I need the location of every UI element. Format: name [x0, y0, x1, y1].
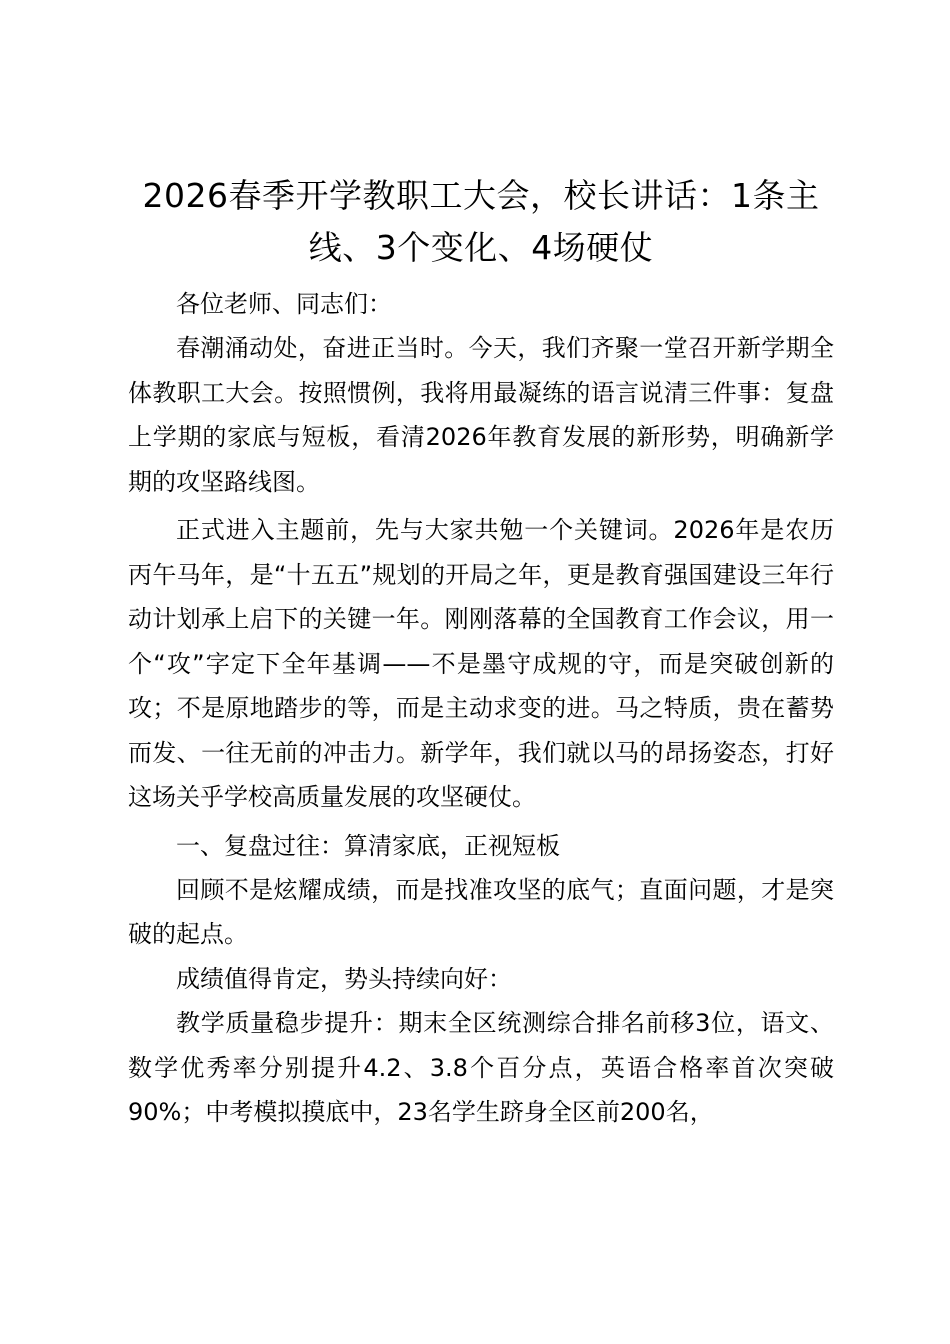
paragraph-teaching-quality: 教学质量稳步提升：期末全区统测综合排名前移3位，语文、数学优秀率分别提升4.2、3.8个百分点，英语合格率首次突破90%；中考模拟摸底中，23名学生跻身全区前200名，	[128, 1009, 834, 1126]
paragraph-achievements-intro: 成绩值得肯定，势头持续向好：	[176, 964, 512, 993]
paragraph-review: 回顾不是炫耀成绩，而是找准攻坚的底气；直面问题，才是突破的起点。	[128, 875, 834, 948]
paragraph-keyword: 正式进入主题前，先与大家共勉一个关键词。2026年是农历丙午马年，是“十五五”规划的开局之年，更是教育强国建设三年行动计划承上启下的关键一年。刚刚落幕的全国教育工作会议，用一个“攻”字定下全年基调——不是墨守成规的守，而是突破创新的攻；不是原地踏步的等，而是主动求变的进。马之特质，贵在蓄势而发、一往无前的冲击力。新学年，我们就以马的昂扬姿态，打好这场关乎学校高质量发展的攻坚硬仗。	[128, 516, 834, 811]
document-title: 2026春季开学教职工大会，校长讲话：1条主线、3个变化、4场硬仗	[142, 176, 820, 267]
paragraph-intro: 春潮涌动处，奋进正当时。今天，我们齐聚一堂召开新学期全体教职工大会。按照惯例，我将用最凝练的语言说清三件事：复盘上学期的家底与短板，看清2026年教育发展的新形势，明确新学期的攻坚路线图。	[128, 334, 834, 496]
document-page	[128, 170, 834, 1135]
salutation: 各位老师、同志们：	[176, 290, 392, 318]
section-heading: 一、复盘过往：算清家底，正视短板	[176, 831, 560, 860]
